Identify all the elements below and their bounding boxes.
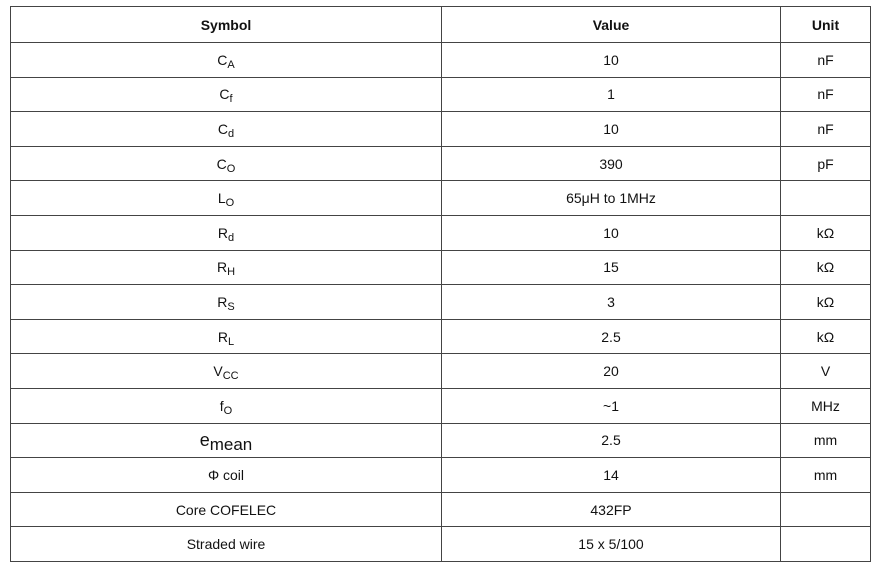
symbol-subscript: O [225, 197, 235, 210]
parameters-table [10, 6, 871, 562]
table-row [11, 285, 871, 320]
table-row [11, 250, 871, 285]
table-row [11, 112, 871, 147]
value-cell: 14 [442, 458, 781, 493]
symbol-subscript: O [226, 162, 236, 175]
table-row [11, 354, 871, 389]
symbol-subscript: L [228, 335, 235, 348]
unit-cell [781, 181, 871, 216]
unit-cell: MHz [781, 388, 871, 423]
unit-cell: kΩ [781, 285, 871, 320]
value-cell: 10 [442, 215, 781, 250]
header-unit: Unit [781, 7, 871, 43]
symbol-base: Φ coil [207, 466, 245, 483]
value-cell: 432FP [442, 492, 781, 527]
value-cell: 20 [442, 354, 781, 389]
value-cell: ~1 [442, 388, 781, 423]
table-row [11, 146, 871, 181]
symbol-base: L [217, 190, 226, 207]
symbol-base: V [213, 363, 223, 380]
symbol-cell [11, 250, 442, 285]
symbol-cell [11, 492, 442, 527]
table-header-row [11, 7, 871, 43]
table-row [11, 423, 871, 458]
table-row [11, 319, 871, 354]
symbol-base: Core COFELEC [175, 501, 277, 518]
unit-cell: V [781, 354, 871, 389]
value-cell: 15 x 5/100 [442, 527, 781, 562]
unit-cell: kΩ [781, 319, 871, 354]
symbol-subscript: S [227, 300, 235, 313]
symbol-base: f [219, 397, 224, 414]
symbol-cell [11, 319, 442, 354]
table-row [11, 492, 871, 527]
symbol-base: e [199, 429, 210, 450]
table-row [11, 215, 871, 250]
symbol-cell [11, 146, 442, 181]
symbol-subscript: O [223, 404, 233, 417]
symbol-cell [11, 43, 442, 78]
symbol-cell [11, 181, 442, 216]
symbol-subscript: mean [209, 434, 253, 454]
symbol-base: C [216, 155, 227, 172]
unit-cell: kΩ [781, 215, 871, 250]
symbol-cell [11, 77, 442, 112]
symbol-subscript: A [227, 58, 235, 71]
symbol-base: C [217, 120, 228, 137]
header-value: Value [442, 7, 781, 43]
symbol-cell [11, 215, 442, 250]
unit-cell: mm [781, 423, 871, 458]
table-row [11, 388, 871, 423]
symbol-subscript: H [227, 266, 236, 279]
symbol-cell [11, 423, 442, 458]
value-cell: 2.5 [442, 423, 781, 458]
symbol-cell [11, 285, 442, 320]
symbol-base: Straded wire [186, 536, 266, 553]
unit-cell: nF [781, 112, 871, 147]
symbol-cell [11, 112, 442, 147]
table-row [11, 527, 871, 562]
symbol-base: R [217, 293, 228, 310]
unit-cell: mm [781, 458, 871, 493]
value-cell: 10 [442, 112, 781, 147]
symbol-subscript: f [229, 93, 233, 106]
symbol-cell [11, 527, 442, 562]
unit-cell: nF [781, 43, 871, 78]
value-cell: 1 [442, 77, 781, 112]
unit-cell [781, 492, 871, 527]
unit-cell: pF [781, 146, 871, 181]
unit-cell: kΩ [781, 250, 871, 285]
symbol-cell [11, 354, 442, 389]
unit-cell: nF [781, 77, 871, 112]
symbol-base: C [219, 86, 230, 103]
value-cell: 10 [442, 43, 781, 78]
value-cell: 65μH to 1MHz [442, 181, 781, 216]
symbol-cell [11, 388, 442, 423]
table-row [11, 458, 871, 493]
table-row [11, 77, 871, 112]
symbol-subscript: d [228, 231, 235, 244]
symbol-subscript: CC [222, 370, 239, 383]
symbol-base: C [217, 51, 228, 68]
symbol-subscript: d [228, 127, 235, 140]
symbol-base: R [216, 259, 228, 276]
symbol-cell [11, 458, 442, 493]
unit-cell [781, 527, 871, 562]
value-cell: 15 [442, 250, 781, 285]
table-row [11, 43, 871, 78]
symbol-base: R [217, 328, 228, 345]
symbol-base: R [217, 224, 228, 241]
value-cell: 390 [442, 146, 781, 181]
table-row [11, 181, 871, 216]
value-cell: 2.5 [442, 319, 781, 354]
value-cell: 3 [442, 285, 781, 320]
header-symbol: Symbol [11, 7, 442, 43]
